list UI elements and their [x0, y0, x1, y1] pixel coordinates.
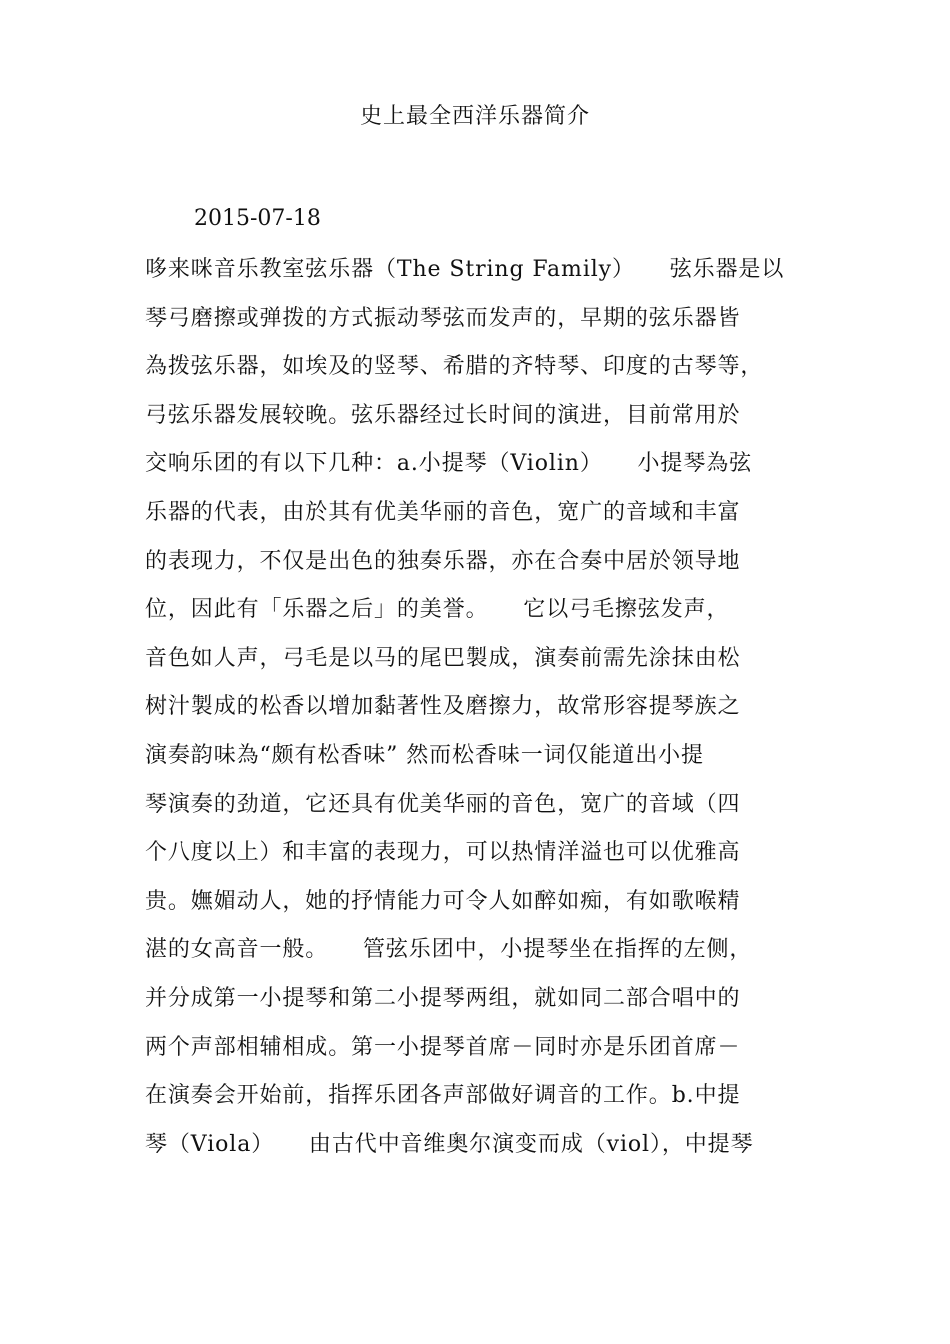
document-title: 史上最全西洋乐器简介: [359, 104, 590, 129]
document-body: [145, 250, 845, 1173]
body-line: 贵。嫵媚动人，她的抒情能力可令人如醉如痴，有如歌喉精: [145, 888, 741, 914]
body-line: 并分成第一小提琴和第二小提琴两组，就如同二部合唱中的: [145, 985, 741, 1011]
document-date: 2015-07-18: [194, 206, 321, 231]
body-line: 弓弦乐器发展较晚。弦乐器经过长时间的演进，目前常用於: [145, 402, 741, 428]
body-line: 位，因此有「乐器之后」的美誉。 它以弓毛擦弦发声，: [145, 597, 730, 623]
body-line: 的表现力，不仅是出色的独奏乐器，亦在合奏中居於领导地: [145, 548, 741, 574]
body-line: 為拨弦乐器，如埃及的竖琴、希腊的齐特琴、印度的古琴等，: [145, 354, 764, 380]
body-line: 两个声部相辅相成。第一小提琴首席－同时亦是乐团首席－: [145, 1034, 741, 1060]
body-line: 琴演奏的劲道，它还具有优美华丽的音色，宽广的音域（四: [145, 791, 741, 817]
body-line: 湛的女高音一般。 管弦乐团中，小提琴坐在指挥的左侧，: [145, 937, 753, 963]
body-line: 个八度以上）和丰富的表现力，可以热情洋溢也可以优雅高: [145, 840, 741, 866]
body-line: 琴弓磨擦或弹拨的方式振动琴弦而发声的，早期的弦乐器皆: [145, 305, 741, 331]
body-line: 在演奏会开始前，指挥乐团各声部做好调音的工作。b.中提: [145, 1083, 741, 1109]
body-line: 树汁製成的松香以增加黏著性及磨擦力，故常形容提琴族之: [145, 694, 741, 720]
body-line: 演奏韵味為“颇有松香味” 然而松香味一词仅能道出小提: [145, 742, 704, 768]
body-line: 音色如人声，弓毛是以马的尾巴製成，演奏前需先涂抹由松: [145, 645, 741, 671]
body-line: 琴（Viola） 由古代中音维奥尔演变而成（viol），中提琴: [145, 1131, 754, 1157]
body-line: 哆来咪音乐教室弦乐器（The String Family） 弦乐器是以: [145, 257, 785, 282]
body-line: 交响乐团的有以下几种：a.小提琴（Violin） 小提琴為弦: [145, 451, 753, 477]
body-line: 乐器的代表，由於其有优美华丽的音色，宽广的音域和丰富: [145, 499, 741, 525]
